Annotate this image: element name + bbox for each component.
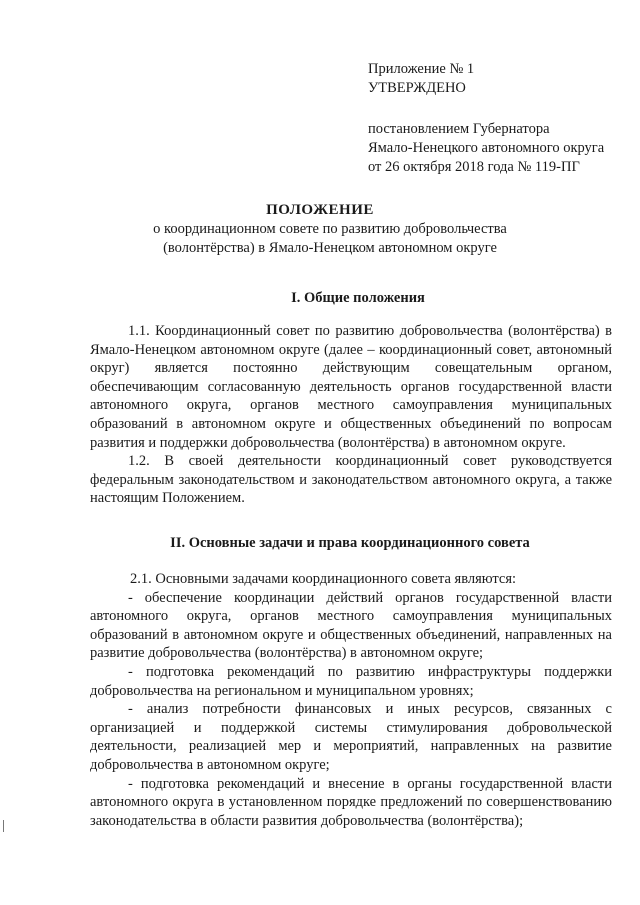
approved-stamp-text: УТВЕРЖДЕНО (368, 80, 466, 96)
section-2-body (90, 570, 612, 830)
section-2-heading: II. Основные задачи и права координационного совета (170, 535, 530, 551)
appendix-block (368, 60, 474, 98)
approval-line: от 26 октября 2018 года № 119-ПГ (368, 159, 580, 175)
paragraph-1-2: 1.2. В своей деятельности координационный совет руководствуется федеральным законодательством и законодательством автономного округа, а также настоящим Положением. (90, 453, 612, 507)
paragraph-1-1: 1.1. Координационный совет по развитию добровольчества (волонтёрства) в Ямало-Ненецком автономном округе (далее – координационный совет, автономный округ) является постоянно действующим совещательным органом, обеспечивающим согласованную деятельность органов государственной власти автономного округа, органов местного самоуправления муниципальных образований в автономном округе и общественных объединений по вопросам развития и поддержки добровольчества (волонтёрства) в автономном округе. (90, 323, 612, 451)
subtitle-line: (волонтёрства) в Ямало-Ненецком автономном округе (163, 240, 497, 256)
approval-block (368, 120, 604, 177)
document-subtitle (100, 220, 560, 258)
approval-line: Ямало-Ненецкого автономного округа (368, 140, 605, 156)
list-item: - обеспечение координации действий органов государственной власти автономного округа, органов местного самоуправления муниципальных образований в автономном округе и общественных объединений, направленных на развитие добровольчества (волонтёрства) в автономном округе; (90, 589, 612, 662)
section-1-heading: I. Общие положения (291, 290, 425, 306)
scan-margin-mark (3, 820, 4, 832)
appendix-number: Приложение № 1 (368, 61, 475, 77)
document-title: ПОЛОЖЕНИЕ (266, 202, 374, 218)
section-1-body (90, 322, 612, 508)
subtitle-line: о координационном совете по развитию добровольчества (153, 221, 507, 237)
list-item: - подготовка рекомендаций по развитию инфраструктуры поддержки добровольчества на региональном и муниципальном уровнях; (90, 663, 612, 699)
list-item: - анализ потребности финансовых и иных ресурсов, связанных с организацией и поддержкой системы стимулирования добровольческой деятельности, реализацией мер и мероприятий, направленных на развитие добровольчества в автономном округе; (90, 701, 612, 773)
approval-line: постановлением Губернатора (368, 121, 550, 137)
paragraph-2-1-intro: 2.1. Основными задачами координационного совета являются: (130, 571, 517, 587)
list-item: - подготовка рекомендаций и внесение в органы государственной власти автономного округа в установленном порядке предложений по совершенствованию законодательства в области развития добровольчества (волонтёрства); (90, 775, 612, 829)
